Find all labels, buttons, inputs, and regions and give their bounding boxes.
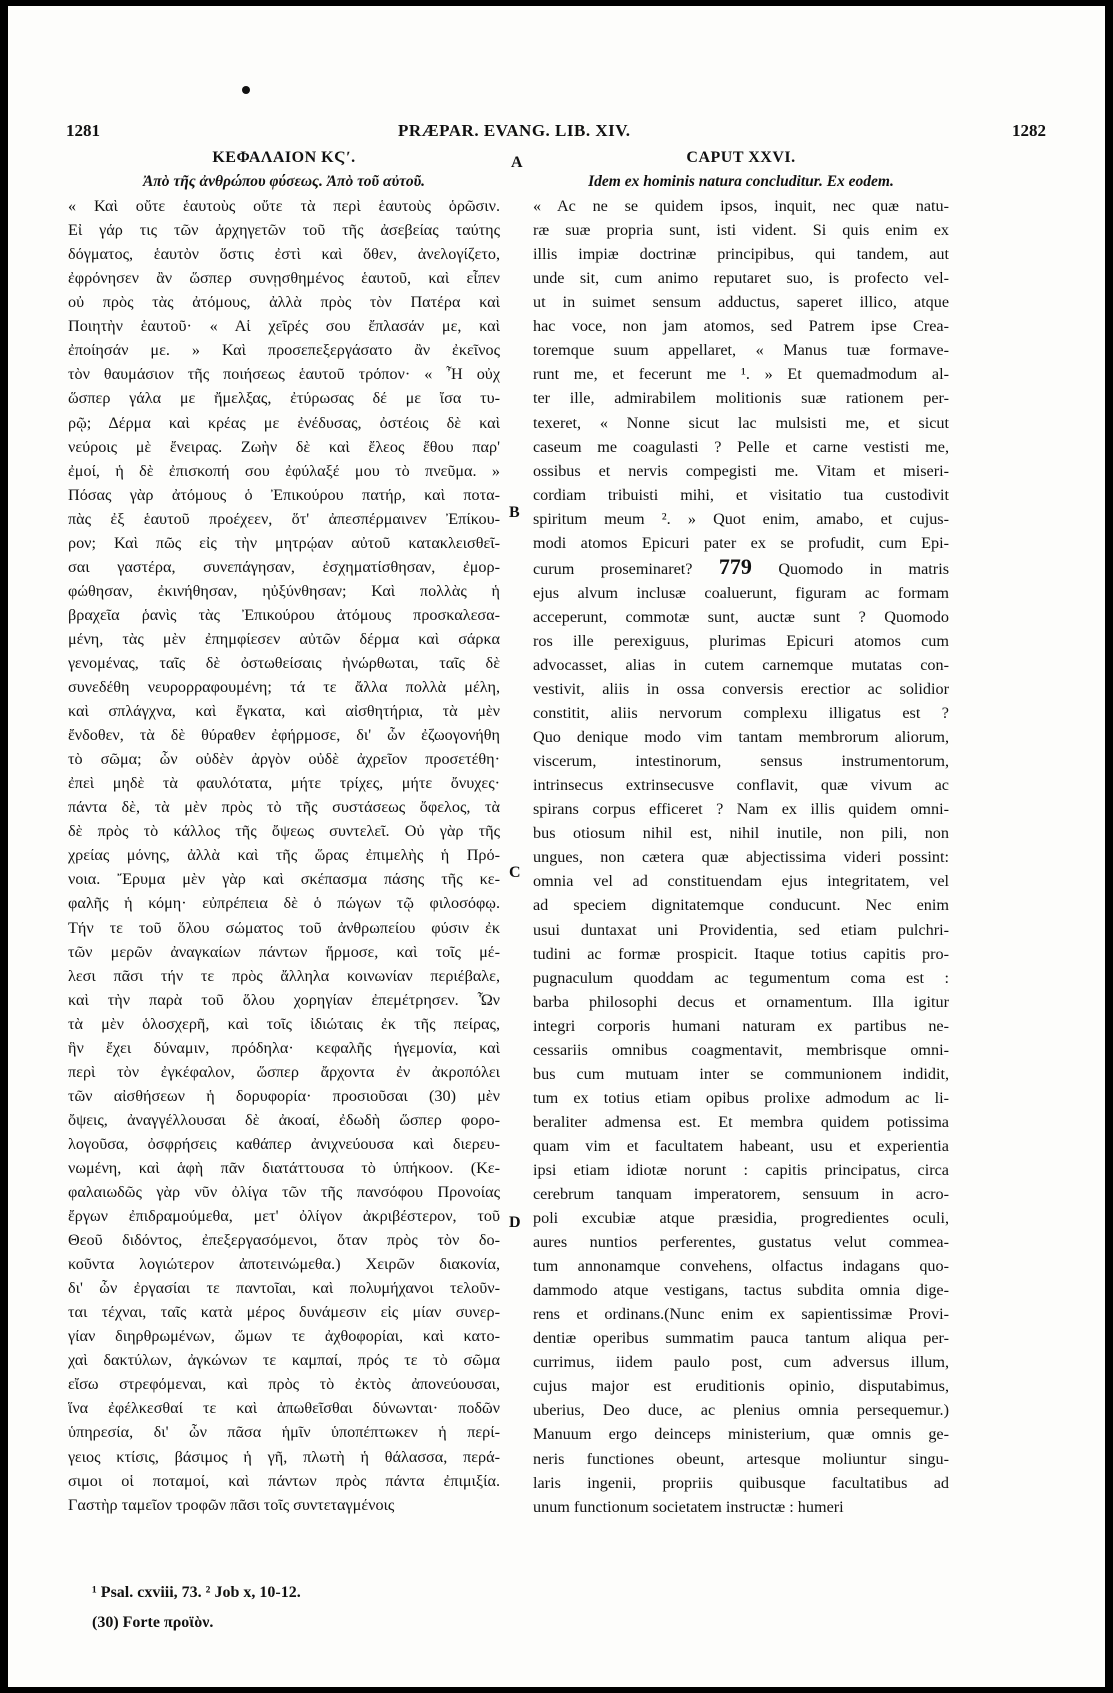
latin-chapter-subtitle: Idem ex hominis natura concluditur. Ex eodem. (588, 173, 894, 191)
greek-line: ρον; Καὶ πῶς εἰς τὴν μητρῴαν αὐτοῦ κατακλεισθεῖ- (68, 533, 500, 552)
greek-line: ἐπεὶ μηδὲ τὰ φαυλότατα, μήτε τρίχες, μήτε ὄνυχες· (68, 774, 500, 793)
margin-letter-c: C (509, 864, 521, 881)
latin-line: aures nuntios perferentes, gustatus velut commea- (533, 1233, 949, 1252)
latin-line: caseum me coagulasti ? Pelle et carne vestisti me, (533, 437, 949, 456)
latin-line: spirans corpus efficeret ? Nam ex illis quidem omni- (533, 800, 949, 819)
latin-line: unum functionum societatem instructæ : humeri (533, 1497, 844, 1516)
latin-line: ungues, non cætera quæ abjectissima videri possint: (533, 848, 949, 867)
latin-line: cujus major est eruditionis opinio, disputabimus, (533, 1377, 949, 1396)
footnotes (92, 1578, 301, 1638)
greek-chapter-heading: ΚΕΦΑΛΑΙΟΝ ΚϚʹ. (212, 149, 356, 166)
latin-chapter-heading: CAPUT XXVI. (686, 149, 796, 166)
greek-line: « Καὶ οὔτε ἑαυτοὺς οὔτε τὰ περὶ ἑαυτοὺς ὁρῶσιν. (68, 197, 500, 216)
latin-line: runt me, et fecerunt me ¹. » Et quemadmodum al- (533, 365, 949, 384)
latin-line: vestivit, aliis in ossa conversis erectior ac solidior (533, 680, 949, 699)
greek-line: φαλῆς ἡ κόμη· εὐπρέπεια δὲ ὁ πώγων τῷ φιλοσόφῳ. (68, 894, 500, 913)
greek-line: ἐποίησάν με. » Καὶ προσεπεξεργάσατο ἂν ἐκεῖνος (68, 341, 500, 360)
greek-line: ἐφρόνησεν ἂν ὥσπερ συνῃσθημένος ἑαυτοῦ, καὶ εἶπεν (68, 269, 500, 288)
latin-line: viscerum, intestinorum, sensus instrumentorum, (533, 752, 949, 771)
latin-line: barba philosophi decus et ornamentum. Illa igitur (533, 992, 949, 1011)
latin-line: spiritum meum ². » Quot enim, amabo, et cujus- (533, 509, 949, 528)
greek-line: χρείας μόνης, ἀλλὰ καὶ τῆς ὥρας ἐπιμελὴς ἡ Πρό- (68, 846, 500, 865)
latin-line: dammodo atque vestigans, tactus subdita omnia dige- (533, 1281, 949, 1300)
latin-line: poli excubiæ atque præsidia, progredientes oculi, (533, 1209, 949, 1228)
greek-chapter-subtitle: Ἀπὸ τῆς ἀνθρώπου φύσεως. Ἀπὸ τοῦ αὐτοῦ. (142, 173, 426, 191)
greek-line: βραχεῖα ῥανὶς τὰς Ἐπικούρου ἀτόμους προσκαλεσα- (68, 605, 500, 624)
latin-line: constitit, aliis nervorum complexu illigatus est ? (533, 704, 949, 723)
greek-line: συνεδέθη νευρορραφουμένη; τά τε ἄλλα πολλὰ μέλη, (68, 678, 500, 697)
margin-letter-a: A (511, 154, 523, 171)
latin-line: ad speciem dignitatemque conducunt. Nec enim (533, 896, 949, 915)
latin-line: illis impiæ doctrinæ principibus, qui tandem, aut (533, 245, 949, 264)
latin-line: ossibus et nervis compegisti me. Vitam et miseri- (533, 461, 949, 480)
greek-line: γίαν διηρθρωμένων, ὤμων τε ἀχθοφορίαι, καὶ κατο- (68, 1327, 500, 1346)
latin-line: rens et ordinans.(Nunc enim ex sapientissimæ Provi- (533, 1305, 949, 1324)
greek-line: τῶν μερῶν ἀναγκαίων πάντων ἥρμοσε, καὶ τοῖς μέ- (68, 942, 500, 961)
greek-line: ὄψεις, ἀναγγέλλουσαι δὲ ἀκοαί, ἐδωδὴ ὥσπερ φορο- (68, 1110, 500, 1129)
greek-line: οὐ πρὸς τὰς ἀτόμους, ἀλλὰ πρὸς τὸν Πατέρα καὶ (68, 293, 500, 312)
latin-line: laris ingenii, propriis quibusque facultatibus ad (533, 1473, 949, 1492)
greek-line: τὸ σῶμα; ὧν οὐδὲν ἀργὸν οὐδὲ ἀχρεῖον προσετέθη· (68, 750, 500, 769)
greek-line: φώθησαν, ἐκινήθησαν, ηὐξύνθησαν; Καὶ πολλὰς ἡ (68, 581, 500, 600)
latin-line: cordiam tribuisti mihi, et visitatio tua custodivit (533, 485, 949, 504)
latin-line: currimus, iidem paulo post, cum adversus illum, (533, 1353, 949, 1372)
greek-line: σιμοι οἱ ποταμοί, καὶ πάντων πρὸς πάντα ἐπιμιξία. (68, 1471, 500, 1490)
greek-line: τὰ μὲν ὁλοσχερῆ, καὶ τοῖς ἰδιώταις ἐκ τῆς πείρας, (68, 1014, 500, 1033)
greek-line: δὲ πρὸς τὸ κάλλος τῆς ὄψεως συντελεῖ. Οὐ γὰρ τῆς (68, 822, 500, 841)
greek-line: εἴσω στρεφόμεναι, καὶ πρὸς τὸ ἐκτὸς ἀπονεύουσαι, (68, 1375, 500, 1394)
greek-line: Πόσας γὰρ ἀτόμους ὁ Ἐπικούρου πατήρ, καὶ ποτα- (68, 485, 500, 504)
book-page (8, 6, 1105, 1687)
greek-line: σαι γαστέρα, συνεπάγησαν, ἐσχηματίσθησαν, ἐμορ- (68, 557, 500, 576)
greek-line: τῶν αἰσθήσεων ἡ δορυφορία· προσιοῦσαι (30) μὲν (68, 1086, 500, 1105)
greek-line: τὸν θαυμάσιον τῆς ποιήσεως ἑαυτοῦ τρόπον· « Ἦ οὐχ (68, 365, 500, 384)
latin-line: uberius, Deo duce, ac plenius omnia persequemur.) (533, 1401, 949, 1420)
greek-line: λεσι πᾶσι τήν τε πρὸς ἄλληλα κοινωνίαν περιέβαλε, (68, 966, 500, 985)
latin-line: tum annonamque convehens, olfactus indagans quo- (533, 1257, 949, 1276)
latin-line: curum proseminaret? 779 Quomodo in matris (533, 554, 949, 579)
latin-line: dentiæ operibus summatim pauca tantum aliqua per- (533, 1329, 949, 1348)
greek-line: Ποιητὴν ἑαυτοῦ· « Αἱ χεῖρές σου ἔπλασάν με, καὶ (68, 317, 500, 336)
latin-text-body (533, 194, 949, 1519)
greek-line: περὶ τὸν ἐγκέφαλον, ὥσπερ ἄρχοντα ἐν ἀκροπόλει (68, 1062, 500, 1081)
margin-letter-b: B (509, 504, 520, 521)
latin-line: bus otiosum nihil est, nihil inutile, non pili, non (533, 824, 949, 843)
greek-line: ἔνδοθεν, τὰ δὲ θύραθεν ἐφήρμοσε, δι' ὧν ἐζωογονήθη (68, 726, 500, 745)
greek-line: ἔργων ἐπιδραμούμεθα, μετ' ὀλίγον ἀκριβέστερον, τοῦ (68, 1207, 500, 1226)
latin-line: acceperunt, commotæ sunt, auctæ sunt ? Quomodo (533, 607, 949, 626)
latin-line: bus cum mutuam inter se communionem indidit, (533, 1064, 949, 1083)
latin-line: ros ille perexiguus, plurimas Epicuri atomos cum (533, 631, 949, 650)
latin-line: ejus alvum inclusæ coaluerunt, figuram ac formam (533, 583, 949, 602)
greek-line: γειος κτίσις, βάσιμος ἡ γῆ, πλωτὴ ἡ θάλασσα, περά- (68, 1447, 500, 1466)
greek-line: Θεοῦ διδόντος, ἐπεξεργασόμενοι, ὅταν πρὸς τὸν δο- (68, 1231, 500, 1250)
greek-line: κοῦντα λογιώτερον ἀποτεινώμεθα.) Χειρῶν διακονία, (68, 1255, 500, 1274)
greek-line: ὥσπερ γάλα με ἤμελξας, ἐτύρωσας δέ με ἴσα τυ- (68, 389, 500, 408)
latin-line: quam vim et facultatem habeant, usu et experientia (533, 1136, 949, 1155)
greek-line: νοια. Ἔρυμα μὲν γὰρ καὶ σκέπασμα πάσης τῆς κε- (68, 870, 500, 889)
greek-line: ἐμοί, ἡ δὲ ἐπισκοπή σου ἐφύλαξέ μου τὸ πνεῦμα. » (68, 461, 500, 480)
ink-dot (242, 86, 250, 94)
latin-line: advocasset, alias in cutem carnemque mutatas con- (533, 655, 949, 674)
latin-line: beraliter admensa est. Et membra quidem potissima (533, 1112, 949, 1131)
greek-line: ἵνα ἐφέλκεσθαί τε καὶ ἀπωθεῖσθαι δύνωνται· ποδῶν (68, 1399, 500, 1418)
latin-line: tudini ac formæ prospicit. Itaque totius capitis pro- (533, 944, 949, 963)
greek-line: μένη, τὰς μὲν ἐπημφίεσεν αὐτῶν δέρμα καὶ σάρκα (68, 629, 500, 648)
greek-text-body (68, 194, 500, 1517)
latin-line: cessariis omnibus coagmentavit, membrisque omni- (533, 1040, 949, 1059)
greek-column (68, 146, 500, 1517)
greek-line: Γαστὴρ ταμεῖον τροφῶν πᾶσι τοῖς συντεταγμένοις (68, 1495, 395, 1514)
latin-line: ter ille, admirabilem molitionis suæ rationem per- (533, 389, 949, 408)
greek-line: ται τέχναι, ταῖς κατὰ μέρος δυνάμεσιν εἰς μίαν συνερ- (68, 1303, 500, 1322)
page-number-marker: 779 (718, 554, 752, 579)
latin-line: tum ex totius etiam opibus prolixe admodum ac li- (533, 1088, 949, 1107)
latin-line: intrinsecus extrinsecusve conflavit, quæ vivum ac (533, 776, 949, 795)
latin-column (533, 146, 949, 1519)
greek-line: Τήν τε τοῦ ὅλου σώματος τοῦ ἀνθρωπείου φύσιν ἐκ (68, 918, 500, 937)
greek-line: χαὶ δακτύλων, ἀγκώνων τε καμπαί, πρός τε τὸ σῶμα (68, 1351, 500, 1370)
greek-line: ἣν ἔχει δύναμιν, πρόδηλα· κεφαλῆς ἡγεμονία, καὶ (68, 1038, 500, 1057)
greek-line: Εἰ γάρ τις τῶν ἀρχηγετῶν τοῦ τῆς ἀσεβείας ταύτης (68, 221, 500, 240)
greek-line: καὶ σπλάγχνα, καὶ ἔγκατα, καὶ αἰσθητήρια, τὰ μὲν (68, 702, 500, 721)
page-number-right: 1282 (1012, 121, 1046, 140)
page-number-left: 1281 (66, 121, 100, 140)
greek-line: ὑπηρεσία, δι' ὧν πᾶσα ἡμῖν ὑποπέπτωκεν ἡ περί- (68, 1423, 500, 1442)
latin-line: ipsi etiam idiotæ norunt : capitis principatus, circa (533, 1160, 949, 1179)
greek-line: πάντα δὲ, τὰ μὲν πρὸς τὸ τῆς συστάσεως ὄφελος, τὰ (68, 798, 500, 817)
latin-line: integri corporis humani naturam ex partibus ne- (533, 1016, 949, 1035)
latin-line: toremque suum appellaret, « Manus tuæ formave- (533, 341, 949, 360)
latin-line: omnia vel ad constituendam ejus integritatem, vel (533, 872, 949, 891)
greek-line: νεύροις μὲ ἔνειρας. Ζωὴν δὲ καὶ ἔλεος ἔθου παρ' (68, 437, 500, 456)
greek-line: πὰς ἐξ ἑαυτοῦ προέχεεν, ὅτ' ἀπεσπέρμαινεν Ἐπίκου- (68, 509, 500, 528)
latin-line: pugnaculum quoddam ac tegumentum coma est : (533, 968, 949, 987)
greek-line: ρῷ; Δέρμα καὶ κρέας με ἐνέδυσας, ὀστέοις δὲ καὶ (68, 413, 500, 432)
latin-line: ut in suimet sensum adductus, saperet illico, atque (533, 293, 949, 312)
footnote-variant: (30) Forte προϊὸν. (92, 1614, 214, 1631)
greek-line: καὶ τὴν παρὰ τοῦ ὅλου χορηγίαν ἐπεμέτρησεν. Ὧν (68, 990, 500, 1009)
latin-line: modi atomos Epicuri pater ex se profudit, cum Epi- (533, 533, 949, 552)
latin-line: hac voce, non jam atomos, sed Patrem ipse Crea- (533, 317, 949, 336)
latin-line: « Ac ne se quidem ipsos, inquit, nec quæ natu- (533, 197, 949, 216)
latin-line: cerebrum tanquam imperatorem, sensuum in acro- (533, 1185, 949, 1204)
greek-line: νωμένη, καὶ ἁφὴ πᾶν διατάττουσα τὸ ὑπήκοον. (Κε- (68, 1158, 500, 1177)
greek-line: γενομένας, ταῖς δὲ ὀστωθείσαις ἠνώρθωται, ταῖς δὲ (68, 653, 500, 672)
footnote-references: ¹ Psal. cxviii, 73. ² Job x, 10-12. (92, 1584, 301, 1601)
running-header: PRÆPAR. EVANG. LIB. XIV. (398, 121, 631, 140)
latin-line: unde sit, cum animo reputaret suo, is profecto vel- (533, 269, 949, 288)
latin-line: usui duntaxat uni Providentia, sed etiam pulchri- (533, 920, 949, 939)
greek-line: λογοῦσα, ὀσφρήσεις καθάπερ ἀνιχνεύουσα καὶ διερευ- (68, 1134, 500, 1153)
latin-line: Quo denique modo vim tantam membrorum aliorum, (533, 728, 949, 747)
latin-line: texeret, « Nonne sicut lac mulsisti me, et sicut (533, 413, 949, 432)
greek-line: δι' ὧν ἐργασίαι τε παντοῖαι, καὶ πολυμήχανοι τελοῦν- (68, 1279, 500, 1298)
greek-line: φαλαιωδῶς γὰρ νῦν ὀλίγα τῶν τῆς πανσόφου Προνοίας (68, 1183, 500, 1202)
margin-letter-d: D (509, 1214, 521, 1231)
greek-line: δόγματος, ἑαυτὸν ὅστις ἐστὶ καὶ ὅθεν, ἀνελογίζετο, (68, 245, 500, 264)
latin-line: ræ suæ propria sunt, isti vident. Si quis enim ex (533, 221, 949, 240)
latin-line: Manuum ergo deinceps ministerium, quæ omnis ge- (533, 1425, 949, 1444)
latin-line: neris functiones obeunt, artesque moliuntur singu- (533, 1449, 949, 1468)
